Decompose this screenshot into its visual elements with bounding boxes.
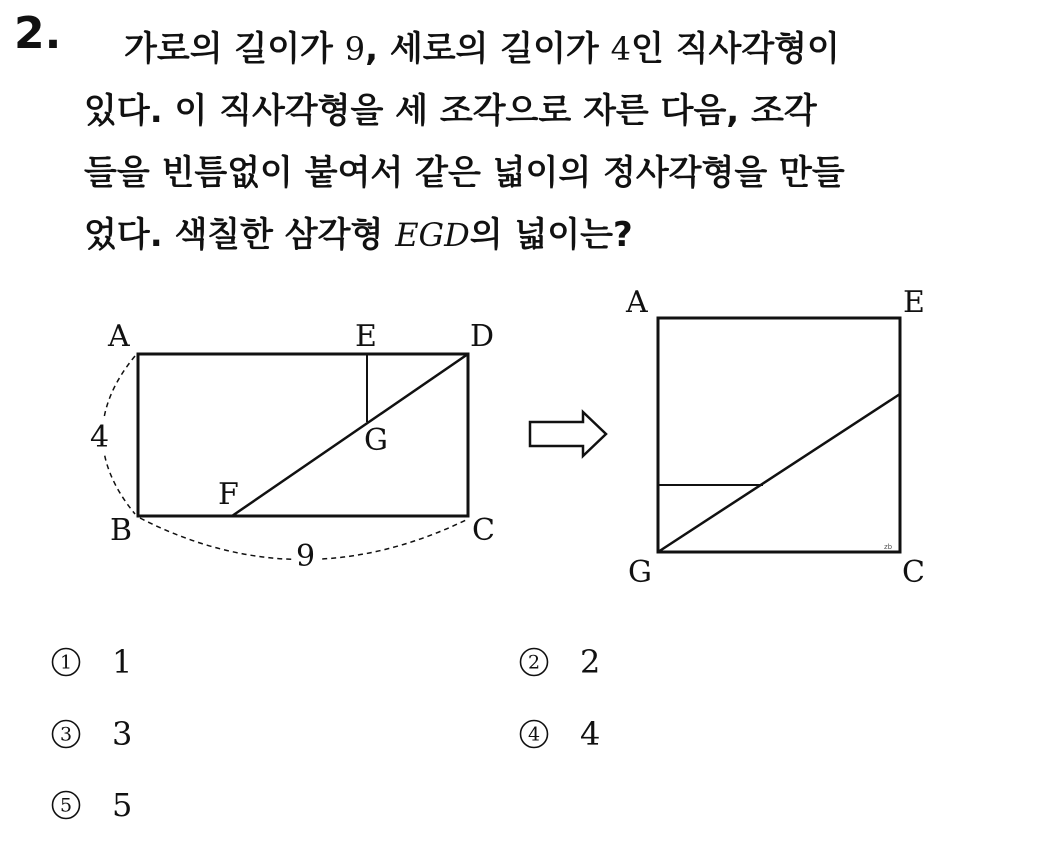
choice-5[interactable] xyxy=(50,782,132,825)
choice-2-value: 2 xyxy=(580,642,601,681)
label-g-left: G xyxy=(364,423,388,458)
stem-line-1: 가로의 길이가 9, 세로의 길이가 4인 직사각형이 xyxy=(124,29,840,69)
svg-text:5: 5 xyxy=(59,794,73,816)
label-a-left: A xyxy=(108,319,130,354)
triangle-name: EGD xyxy=(395,216,470,254)
choice-5-value: 5 xyxy=(112,785,133,824)
choice-3[interactable] xyxy=(50,711,132,754)
watermark-text: zb xyxy=(884,543,893,551)
label-c-right: C xyxy=(902,555,925,590)
svg-text:3: 3 xyxy=(59,723,73,745)
circled-number-5-icon xyxy=(50,789,92,821)
rectangle-figure xyxy=(103,354,469,560)
right-arrow-icon xyxy=(530,412,606,456)
label-f-left: F xyxy=(218,477,239,512)
stem-line-2: 있다. 이 직사각형을 세 조각으로 자른 다음, 조각 xyxy=(84,91,817,131)
circled-number-2-icon xyxy=(518,646,560,678)
label-b-left: B xyxy=(110,513,133,548)
square-figure xyxy=(658,318,900,552)
label-a-right: A xyxy=(626,285,648,320)
width-value: 9 xyxy=(344,30,366,68)
svg-text:2: 2 xyxy=(527,651,541,673)
choice-2[interactable] xyxy=(518,639,600,682)
circled-number-4-icon xyxy=(518,718,560,750)
label-e-left: E xyxy=(355,319,377,354)
label-c-left: C xyxy=(472,513,495,548)
choice-1-value: 1 xyxy=(112,642,133,681)
rectangle-abcd xyxy=(138,354,468,516)
height-label: 4 xyxy=(90,420,110,455)
svg-text:1: 1 xyxy=(59,651,73,673)
choice-3-value: 3 xyxy=(112,714,133,753)
label-d-left: D xyxy=(470,319,495,354)
square-aecg xyxy=(658,318,900,552)
stem-line-4: 었다. 색칠한 삼각형 EGD의 넓이는? xyxy=(84,215,633,255)
circled-number-3-icon xyxy=(50,718,92,750)
square-diagonal-segment xyxy=(658,394,900,552)
circled-number-1-icon xyxy=(50,646,92,678)
width-label: 9 xyxy=(296,539,316,574)
question-number: 2. xyxy=(14,8,62,59)
choice-4-value: 4 xyxy=(580,714,601,753)
choice-1[interactable] xyxy=(50,639,132,682)
svg-text:4: 4 xyxy=(527,723,541,745)
figure xyxy=(0,270,1051,590)
label-e-right: E xyxy=(903,285,925,320)
question-stem xyxy=(84,18,1014,266)
segment-fd xyxy=(232,354,468,516)
choice-4[interactable] xyxy=(518,711,600,754)
stem-line-3: 들을 빈틈없이 붙여서 같은 넓이의 정사각형을 만들 xyxy=(84,153,845,193)
height-value: 4 xyxy=(610,30,631,68)
label-g-right: G xyxy=(628,555,652,590)
